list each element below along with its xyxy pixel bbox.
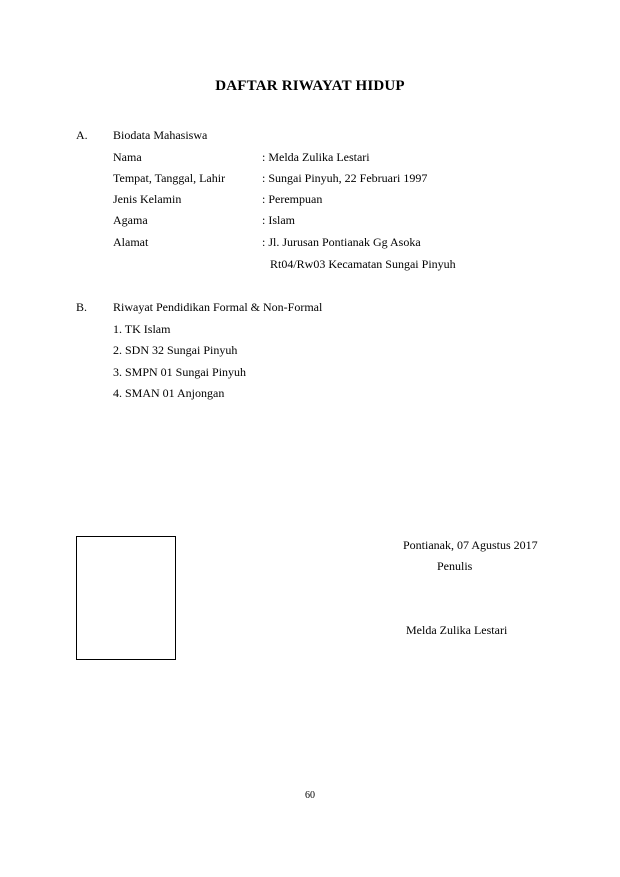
- value-agama: : Islam: [262, 213, 295, 227]
- label-agama: Agama: [113, 213, 148, 227]
- section-a-heading: Biodata Mahasiswa: [113, 128, 208, 142]
- education-item: 2. SDN 32 Sungai Pinyuh: [113, 343, 238, 357]
- value-nama: : Melda Zulika Lestari: [262, 150, 370, 164]
- education-item: 3. SMPN 01 Sungai Pinyuh: [113, 365, 247, 379]
- value-alamat: : Jl. Jurusan Pontianak Gg Asoka: [262, 235, 421, 249]
- value-tempat-tanggal-lahir: : Sungai Pinyuh, 22 Februari 1997: [262, 171, 428, 185]
- photo-placeholder: [76, 536, 176, 660]
- page-number: 60: [305, 790, 315, 801]
- value-jenis-kelamin: : Perempuan: [262, 192, 323, 206]
- section-b-marker: B.: [76, 300, 88, 314]
- label-tempat-tanggal-lahir: Tempat, Tanggal, Lahir: [113, 171, 226, 185]
- education-item: 4. SMAN 01 Anjongan: [113, 386, 225, 400]
- value-alamat-continued: Rt04/Rw03 Kecamatan Sungai Pinyuh: [270, 257, 456, 271]
- section-a-marker: A.: [76, 128, 88, 142]
- signature-place-date: Pontianak, 07 Agustus 2017: [403, 538, 538, 552]
- signature-name: Melda Zulika Lestari: [406, 623, 508, 637]
- section-b-heading: Riwayat Pendidikan Formal & Non-Formal: [113, 300, 323, 314]
- label-jenis-kelamin: Jenis Kelamin: [113, 192, 182, 206]
- education-item: 1. TK Islam: [113, 322, 171, 336]
- label-nama: Nama: [113, 150, 142, 164]
- label-alamat: Alamat: [113, 235, 149, 249]
- page-title: DAFTAR RIWAYAT HIDUP: [215, 78, 405, 94]
- signature-role: Penulis: [437, 559, 473, 573]
